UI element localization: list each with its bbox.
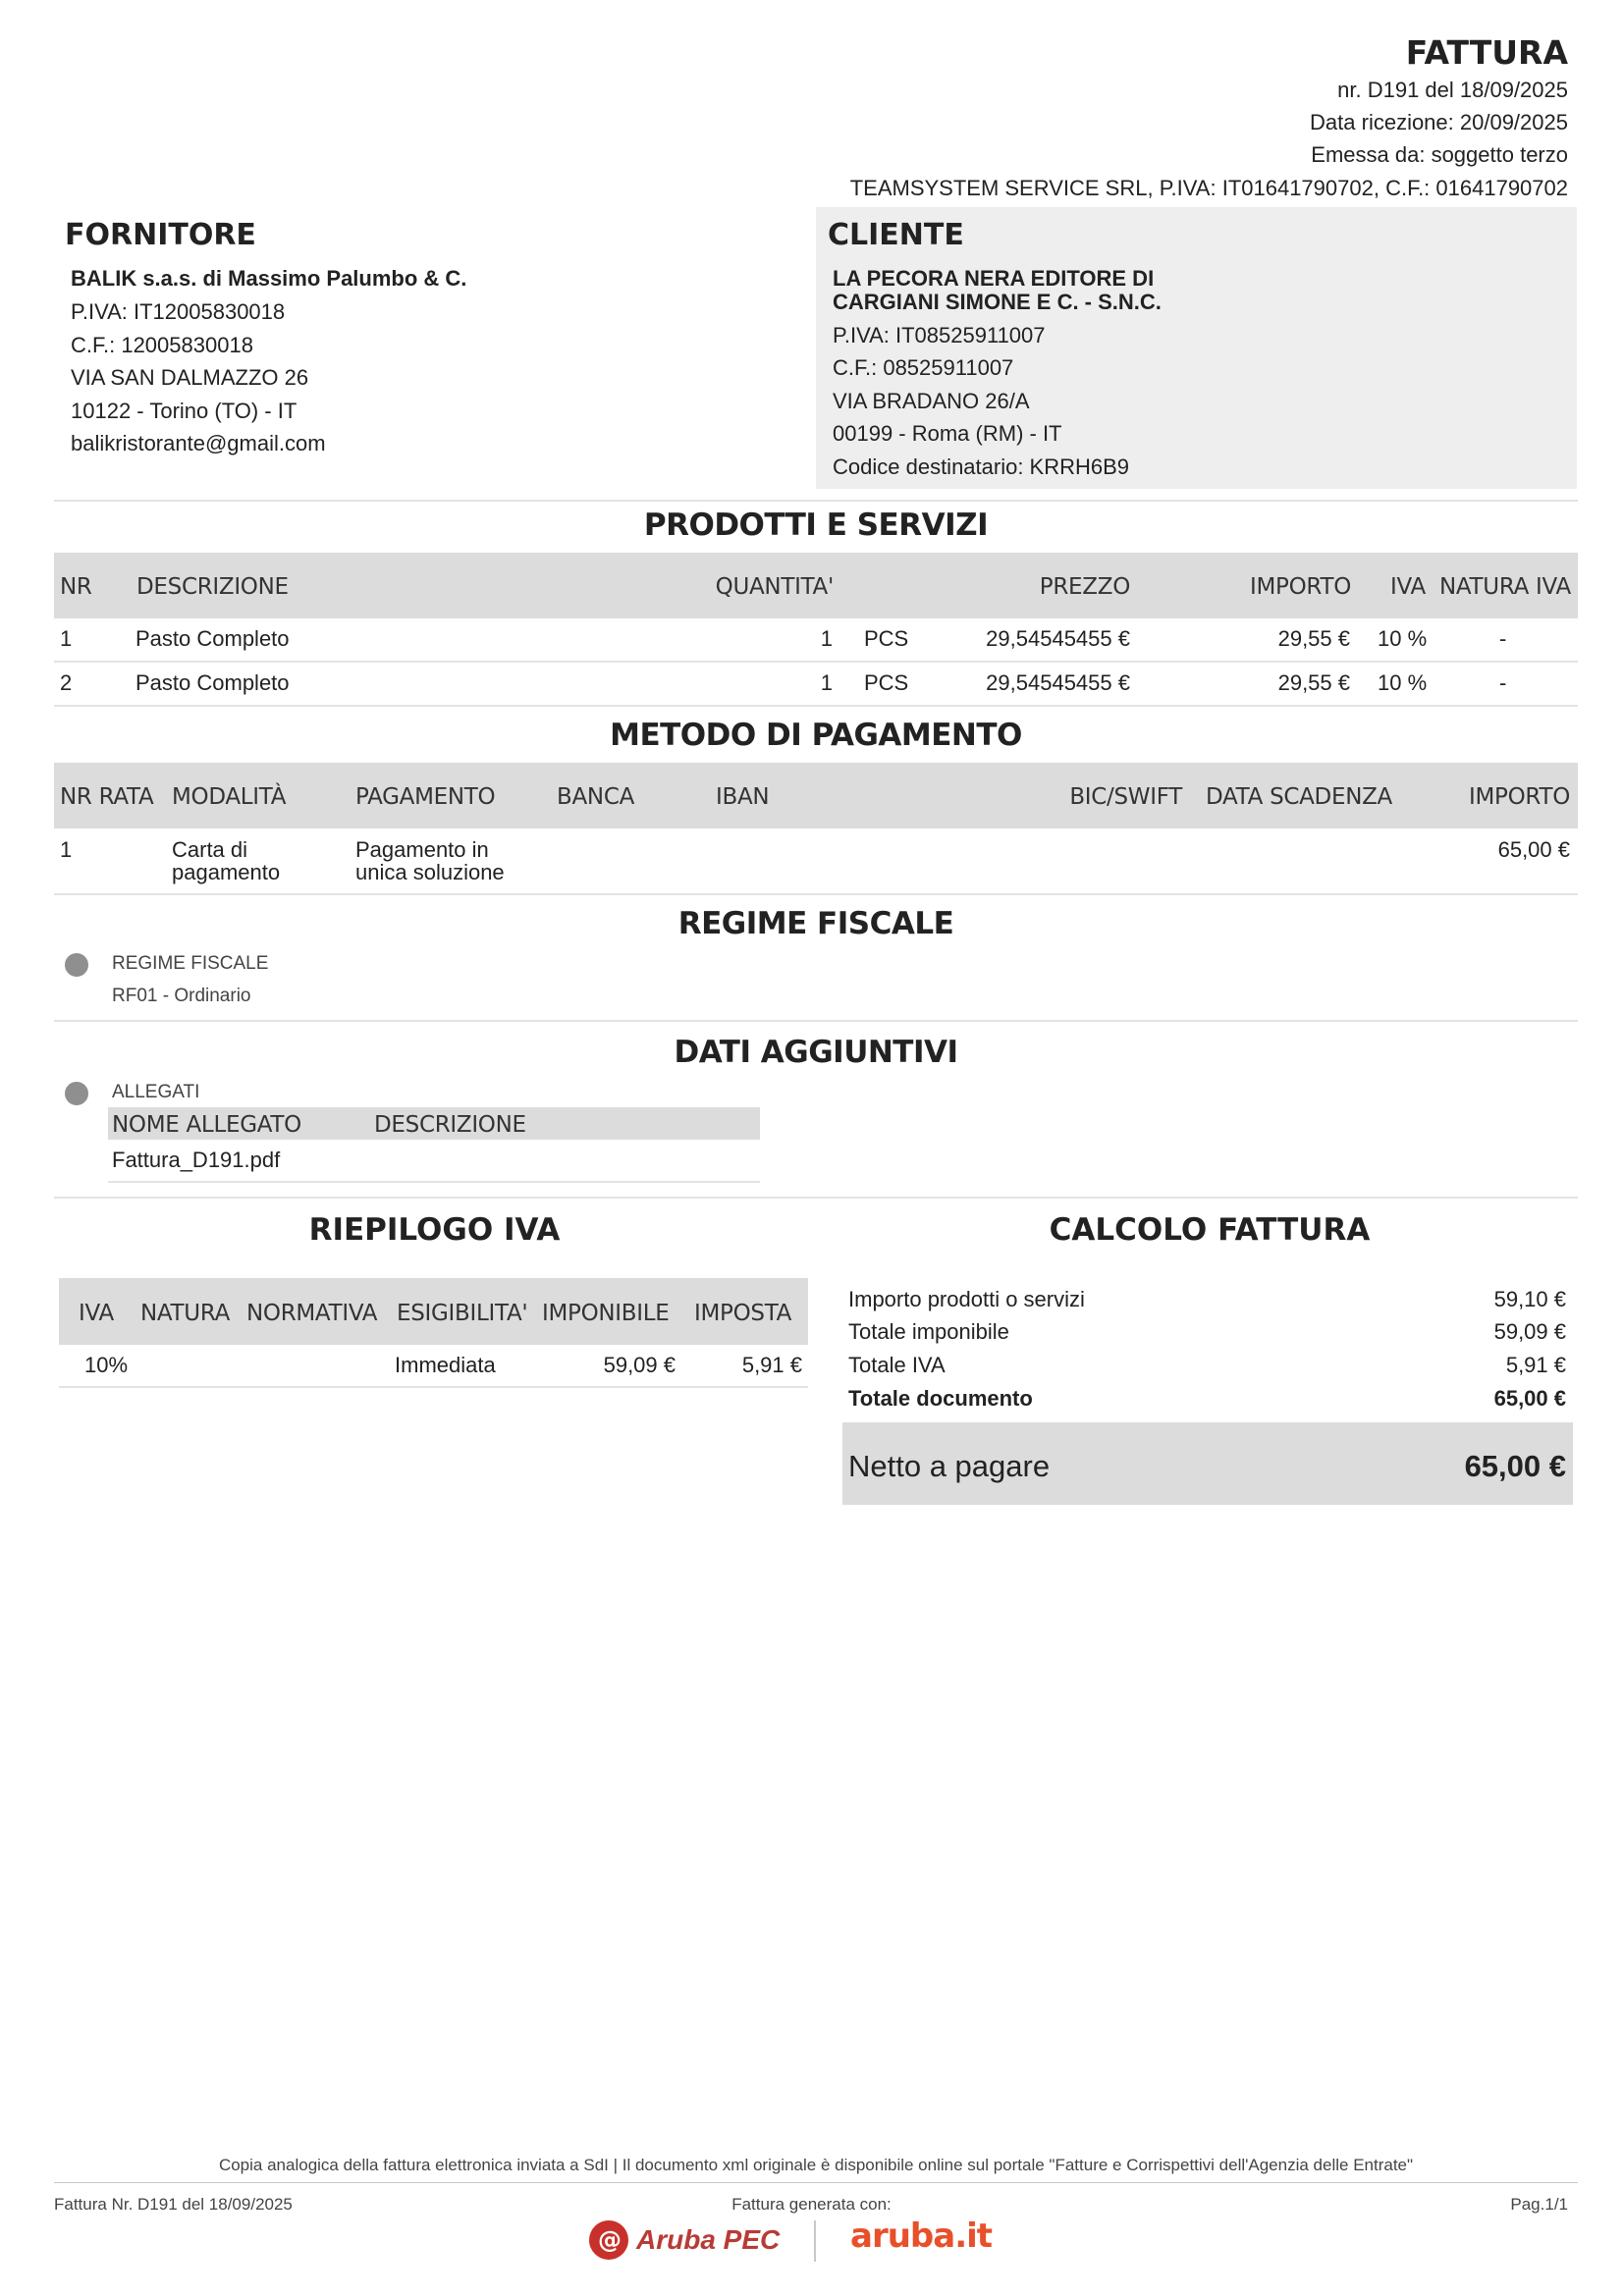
col-pagamento: PAGAMENTO	[355, 784, 496, 810]
divider	[54, 1197, 1578, 1199]
allegati-label: ALLEGATI	[112, 1082, 200, 1102]
document-title: FATTURA	[1405, 33, 1568, 72]
col-natura-iva: NATURA IVA	[1439, 574, 1571, 600]
regime-label: REGIME FISCALE	[112, 953, 269, 974]
footer-left: Fattura Nr. D191 del 18/09/2025	[54, 2195, 293, 2214]
product-row-2-descrizione: Pasto Completo	[135, 670, 290, 695]
riepilogo-row-imposta: 5,91 €	[741, 1353, 802, 1377]
row-divider	[59, 1386, 808, 1388]
col-bic: BIC/SWIFT	[1069, 784, 1182, 810]
product-row-2-prezzo: 29,54545455 €	[986, 670, 1130, 695]
col-banca: BANCA	[557, 784, 635, 810]
fornitore-email: balikristorante@gmail.com	[71, 431, 326, 455]
fornitore-piva: P.IVA: IT12005830018	[71, 299, 286, 324]
allegato-file[interactable]: Fattura_D191.pdf	[112, 1148, 281, 1172]
payment-row-pagamento-l2: unica soluzione	[355, 860, 505, 884]
row-divider	[54, 705, 1578, 707]
product-row-2-unit: PCS	[864, 670, 909, 695]
payment-row-importo: 65,00 €	[1497, 837, 1570, 862]
netto-label: Netto a pagare	[848, 1449, 1051, 1483]
aruba-it-logo-text: aruba.it	[850, 2216, 993, 2256]
divider	[54, 1020, 1578, 1022]
footer-page: Pag.1/1	[1510, 2195, 1568, 2214]
product-row-1-iva: 10 %	[1378, 626, 1428, 651]
fornitore-cf: C.F.: 12005830018	[71, 333, 253, 357]
calcolo-label-3: Totale IVA	[848, 1353, 946, 1377]
col-payment-importo: IMPORTO	[1469, 784, 1570, 810]
issued-by: Emessa da: soggetto terzo	[1311, 142, 1568, 167]
logo-separator	[814, 2220, 816, 2262]
calcolo-value-3: 5,91 €	[1505, 1353, 1566, 1377]
calcolo-label-4: Totale documento	[848, 1386, 1033, 1411]
cliente-recipient-code: Codice destinatario: KRRH6B9	[833, 454, 1130, 479]
col-riepilogo-normativa: NORMATIVA	[246, 1301, 378, 1326]
col-iva: IVA	[1390, 574, 1426, 600]
calcolo-value-2: 59,09 €	[1493, 1319, 1566, 1344]
col-riepilogo-natura: NATURA	[140, 1301, 231, 1326]
col-riepilogo-imposta: IMPOSTA	[694, 1301, 792, 1326]
product-row-2-iva: 10 %	[1378, 670, 1428, 695]
col-riepilogo-esigibilita: ESIGIBILITA'	[397, 1301, 528, 1326]
calcolo-value-4: 65,00 €	[1493, 1386, 1566, 1411]
products-title: PRODOTTI E SERVIZI	[643, 507, 989, 543]
footer-divider	[54, 2182, 1578, 2183]
riepilogo-row-imponibile: 59,09 €	[603, 1353, 676, 1377]
riepilogo-row-iva: 10%	[84, 1353, 129, 1377]
calcolo-value-1: 59,10 €	[1493, 1287, 1566, 1311]
issuer-details: TEAMSYSTEM SERVICE SRL, P.IVA: IT01641790702, C.F.: 01641790702	[849, 176, 1568, 200]
aruba-pec-logo-icon: @	[589, 2220, 628, 2260]
product-row-2-nr: 2	[60, 670, 73, 695]
fornitore-title: FORNITORE	[65, 218, 256, 252]
calcolo-label-2: Totale imponibile	[848, 1319, 1009, 1344]
calcolo-title: CALCOLO FATTURA	[1049, 1212, 1371, 1248]
product-row-1-nr: 1	[60, 626, 73, 651]
regime-value: RF01 - Ordinario	[112, 986, 251, 1006]
cliente-name-line1: LA PECORA NERA EDITORE DI	[833, 266, 1155, 291]
footer-center: Fattura generata con:	[731, 2195, 892, 2214]
cliente-title: CLIENTE	[828, 218, 964, 252]
col-descrizione-allegato: DESCRIZIONE	[374, 1112, 526, 1138]
product-row-1-unit: PCS	[864, 626, 909, 651]
fornitore-city: 10122 - Torino (TO) - IT	[71, 399, 298, 423]
product-row-2-importo: 29,55 €	[1277, 670, 1350, 695]
netto-value: 65,00 €	[1464, 1449, 1566, 1483]
payment-row-modalita-l1: Carta di	[172, 837, 248, 862]
regime-title: REGIME FISCALE	[677, 906, 954, 941]
bullet-icon	[65, 1082, 88, 1105]
reception-date: Data ricezione: 20/09/2025	[1310, 110, 1568, 134]
col-scadenza: DATA SCADENZA	[1206, 784, 1392, 810]
invoice-number: nr. D191 del 18/09/2025	[1337, 78, 1568, 102]
product-row-1-descrizione: Pasto Completo	[135, 626, 290, 651]
col-riepilogo-imponibile: IMPONIBILE	[542, 1301, 670, 1326]
col-quantita: QUANTITA'	[715, 574, 834, 600]
fornitore-name: BALIK s.a.s. di Massimo Palumbo & C.	[71, 266, 467, 291]
footer-notice: Copia analogica della fattura elettronica inviata a SdI | Il documento xml originale è disponibile online sul portale "Fatture e Corrispettivi dell'Agenzia delle Entrate"	[218, 2156, 1414, 2174]
payment-title: METODO DI PAGAMENTO	[610, 718, 1022, 753]
col-nr: NR	[60, 574, 92, 600]
row-divider	[54, 661, 1578, 663]
product-row-1-natura: -	[1499, 626, 1507, 651]
col-iban: IBAN	[716, 784, 770, 810]
cliente-cf: C.F.: 08525911007	[833, 355, 1014, 380]
cliente-city: 00199 - Roma (RM) - IT	[833, 421, 1062, 446]
fornitore-address: VIA SAN DALMAZZO 26	[71, 365, 309, 390]
cliente-piva: P.IVA: IT08525911007	[833, 323, 1046, 347]
bullet-icon	[65, 953, 88, 977]
product-row-1-prezzo: 29,54545455 €	[986, 626, 1130, 651]
aruba-pec-logo-text: Aruba PEC	[636, 2224, 781, 2255]
product-row-1-quantita: 1	[820, 626, 833, 651]
row-divider	[108, 1181, 760, 1183]
product-row-1-importo: 29,55 €	[1277, 626, 1350, 651]
product-row-2-quantita: 1	[820, 670, 833, 695]
product-row-2-natura: -	[1499, 670, 1507, 695]
row-divider	[54, 893, 1578, 895]
payment-row-modalita-l2: pagamento	[172, 860, 281, 884]
col-nr-rata: NR RATA	[60, 784, 154, 810]
divider	[54, 500, 1578, 502]
col-riepilogo-iva: IVA	[79, 1301, 114, 1326]
col-descrizione: DESCRIZIONE	[136, 574, 289, 600]
calcolo-label-1: Importo prodotti o servizi	[848, 1287, 1085, 1311]
aggiuntivi-title: DATI AGGIUNTIVI	[674, 1035, 958, 1070]
col-prezzo: PREZZO	[1039, 574, 1130, 600]
cliente-address: VIA BRADANO 26/A	[833, 389, 1030, 413]
riepilogo-title: RIEPILOGO IVA	[308, 1212, 561, 1248]
payment-row-nr: 1	[60, 837, 73, 862]
col-importo: IMPORTO	[1250, 574, 1351, 600]
col-modalita: MODALITÀ	[172, 784, 287, 810]
riepilogo-row-esigibilita: Immediata	[395, 1353, 496, 1377]
col-nome-allegato: NOME ALLEGATO	[112, 1112, 301, 1138]
cliente-name-line2: CARGIANI SIMONE E C. - S.N.C.	[833, 290, 1162, 314]
payment-row-pagamento-l1: Pagamento in	[355, 837, 489, 862]
